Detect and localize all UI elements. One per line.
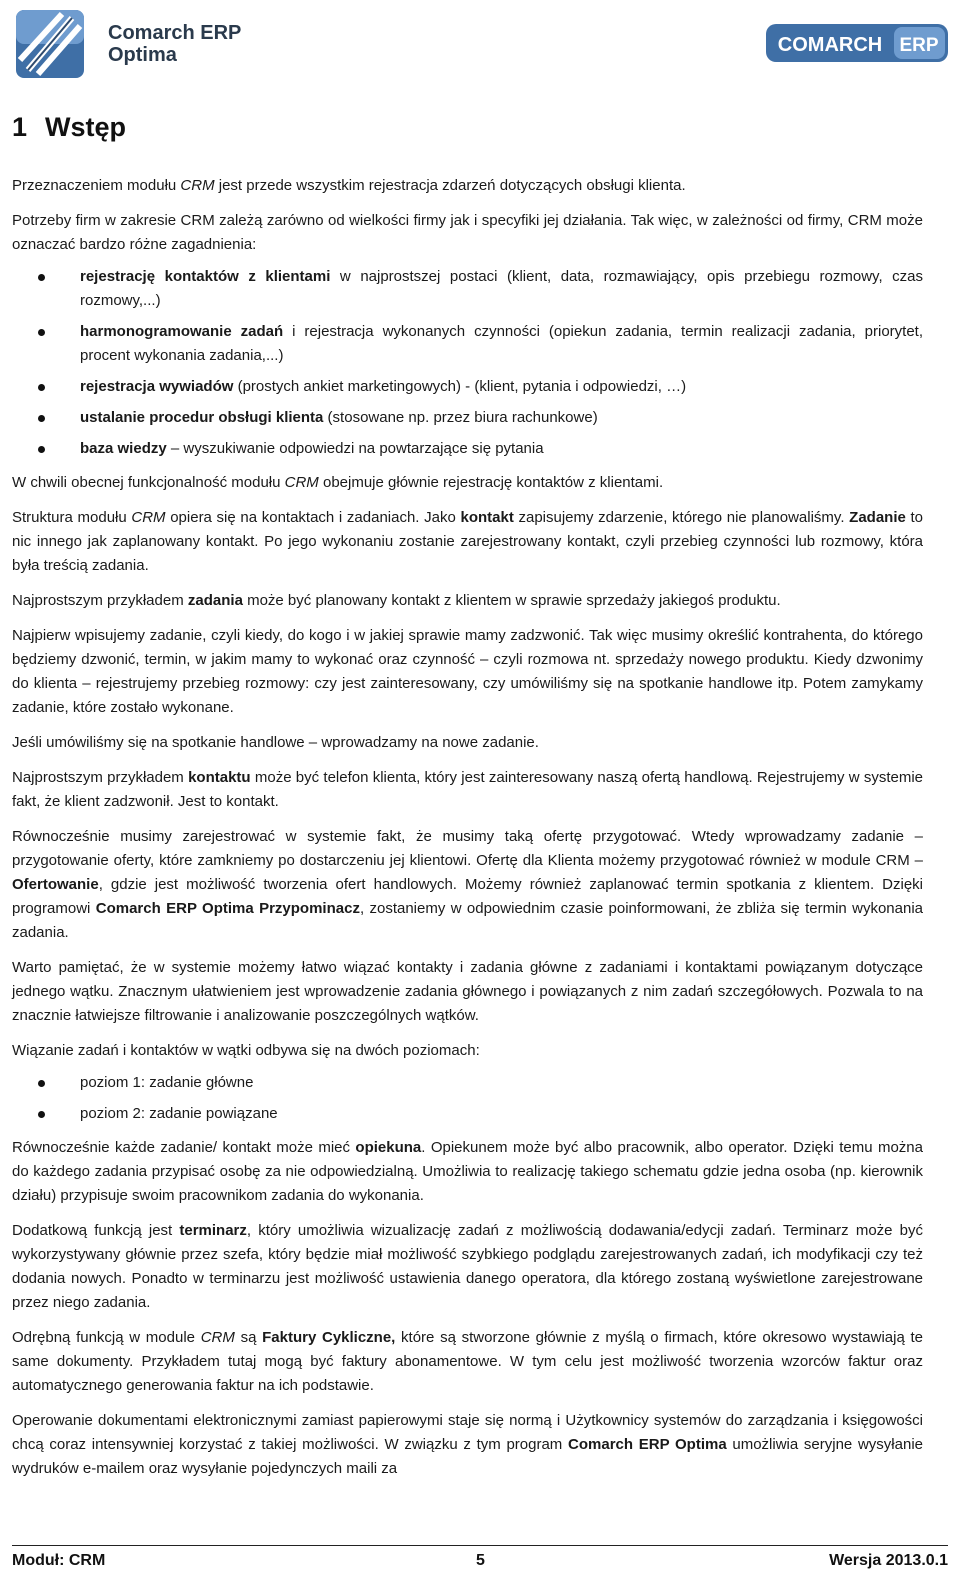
logo-word: COMARCH <box>777 34 883 56</box>
paragraph: Warto pamiętać, że w systemie możemy łatwo wiązać kontakty i zadania główne z zadaniami i kontaktami powiązanym dotyczące jednego wątku. Znacznym ułatwieniem jest wprowadzenie zadania głównego i powiązanych z nim zadań szczegółowych. Pozwala to na znacznie łatwiejsze filtrowanie i analizowanie poszczególnych wątków. <box>12 959 923 1024</box>
paragraph: Wiązanie zadań i kontaktów w wątki odbywa się na dwóch poziomach: <box>12 1042 480 1059</box>
paragraph: Najprostszym przykładem kontaktu może być telefon klienta, który jest zainteresowany naszą ofertą handlową. Rejestrujemy w systemie fakt, że klient zadzwonił. Jest to kontakt. <box>12 769 923 810</box>
list-item: rejestracja wywiadów (prostych ankiet marketingowych) - (klient, pytania i odpowiedzi, …) <box>12 375 923 399</box>
paragraph: Równocześnie musimy zarejestrować w systemie fakt, że musimy taką ofertę przygotować. Wtedy wprowadzamy zadanie – przygotowanie oferty, które zamkniemy po dostarczeniu jej klientowi. Ofertę dla Klienta możemy przygotować również w module CRM – Ofertowanie, gdzie jest możliwość tworzenia ofert handlowych. Możemy również zaplanować termin spotkania z klientem. Dzięki programowi Comarch ERP Optima Przypominacz, zostaniemy w odpowiednim czasie poinformowani, że zbliża się termin wykonania zadania. <box>12 828 923 941</box>
paragraph: W chwili obecnej funkcjonalność modułu CRM obejmuje głównie rejestrację kontaktów z klientami. <box>12 474 664 491</box>
list-item: baza wiedzy – wyszukiwanie odpowiedzi na powtarzające się pytania <box>12 437 923 461</box>
list-item: poziom 1: zadanie główne <box>12 1071 923 1095</box>
paragraph: Operowanie dokumentami elektronicznymi zamiast papierowymi staje się normą i Użytkownicy systemów do zarządzania i księgowości chcą coraz intensywniej korzystać z takiej możliwości. W związku z tym program Comarch ERP Optima umożliwia seryjne wysyłanie wydruków e-mailem oraz wysyłanie pojedynczych maili za <box>12 1412 923 1477</box>
levels-list <box>12 1071 923 1126</box>
footer-module: Moduł: CRM <box>12 1552 106 1569</box>
crm-topics-list <box>12 265 923 461</box>
section-heading <box>12 112 126 143</box>
paragraph: Najprostszym przykładem zadania może być planowany kontakt z klientem w sprawie sprzedaży jakiegoś produktu. <box>12 592 781 609</box>
paragraph: Jeśli umówiliśmy się na spotkanie handlowe – wprowadzamy na nowe zadanie. <box>12 734 539 751</box>
footer-page-number: 5 <box>476 1552 485 1569</box>
footer-version: Wersja 2013.0.1 <box>829 1552 948 1569</box>
section-number: 1 <box>12 112 28 142</box>
list-item: rejestrację kontaktów z klientami w najprostszej postaci (klient, data, rozmawiający, opis przebiegu rozmowy, czas rozmowy,...) <box>12 265 923 313</box>
section-title: Wstęp <box>45 112 127 142</box>
list-item: ustalanie procedur obsługi klienta (stosowane np. przez biura rachunkowe) <box>12 406 923 430</box>
comarch-erp-logo <box>766 24 948 62</box>
paragraph: Potrzeby firm w zakresie CRM zależą zarówno od wielkości firmy jak i specyfiki jej działania. Tak więc, w zależności od firmy, CRM może oznaczać bardzo różne zagadnienia: <box>12 212 923 253</box>
document-body <box>12 174 923 1492</box>
paragraph: Przeznaczeniem modułu CRM jest przede wszystkim rejestracja zdarzeń dotyczących obsługi klienta. <box>12 177 686 194</box>
logo-line1: Comarch ERP <box>108 22 242 44</box>
logo-text <box>108 22 241 66</box>
paragraph: Najpierw wpisujemy zadanie, czyli kiedy, do kogo i w jakiej sprawie mamy zadzwonić. Tak więc musimy określić kontrahenta, do którego będziemy dzwonić, termin, w jakim mamy to wykonać oraz czynność – czyli rozmowa nt. sprzedaży nowego produktu. Kiedy dzwonimy do klienta – rejestrujemy przebieg rozmowy: czy jest zainteresowany, czy umówiliśmy się na spotkanie handlowe itp. Potem zamykamy zadanie, które zostało wykonane. <box>12 627 923 716</box>
paragraph: Struktura modułu CRM opiera się na kontaktach i zadaniach. Jako kontakt zapisujemy zdarzenie, którego nie planowaliśmy. Zadanie to nic innego jak zaplanowany kontakt. Po jego wykonaniu zostanie zarejestrowany kontakt, czyli przebieg czynności lub rozmowy, która była treścią zadania. <box>12 509 924 574</box>
optima-logo-icon <box>14 8 86 80</box>
logo-line2: Optima <box>108 44 177 66</box>
logo-badge: ERP <box>899 35 939 56</box>
paragraph: Odrębną funkcją w module CRM są Faktury Cykliczne, które są stworzone głównie z myślą o firmach, które okresowo wystawiają te same dokumenty. Przykładem tutaj mogą być faktury abonamentowe. W tym celu jest możliwość tworzenia wzorców faktur oraz automatycznego generowania faktur na ich podstawie. <box>12 1329 923 1394</box>
paragraph: Dodatkową funkcją jest terminarz, który umożliwia wizualizację zadań z możliwością dodawania/edycji zadań. Terminarz może być wykorzystywany głównie przez szefa, który będzie miał możliwość szybkiego podglądu zarejestrowanych zadań, ich modyfikacji czy też dodania nowych. Ponadto w terminarzu jest możliwość ustawienia danego operatora, dla którego zostaną wyświetlone zarejestrowane przez niego zadania. <box>12 1222 923 1311</box>
list-item: harmonogramowanie zadań i rejestracja wykonanych czynności (opiekun zadania, termin realizacji zadania, priorytet, procent wykonania zadania,...) <box>12 320 923 368</box>
paragraph: Równocześnie każde zadanie/ kontakt może mieć opiekuna. Opiekunem może być albo pracownik, albo operator. Dzięki temu można do każdego zadania przypisać osobę za nie odpowiedzialną. Umożliwia to realizację takiego schematu gdzie jedna osoba (np. kierownik działu) przypisuje swoim pracownikom zadania do wykonania. <box>12 1139 923 1204</box>
comarch-erp-optima-logo <box>14 8 254 80</box>
page-footer <box>12 1545 948 1572</box>
list-item: poziom 2: zadanie powiązane <box>12 1102 923 1126</box>
